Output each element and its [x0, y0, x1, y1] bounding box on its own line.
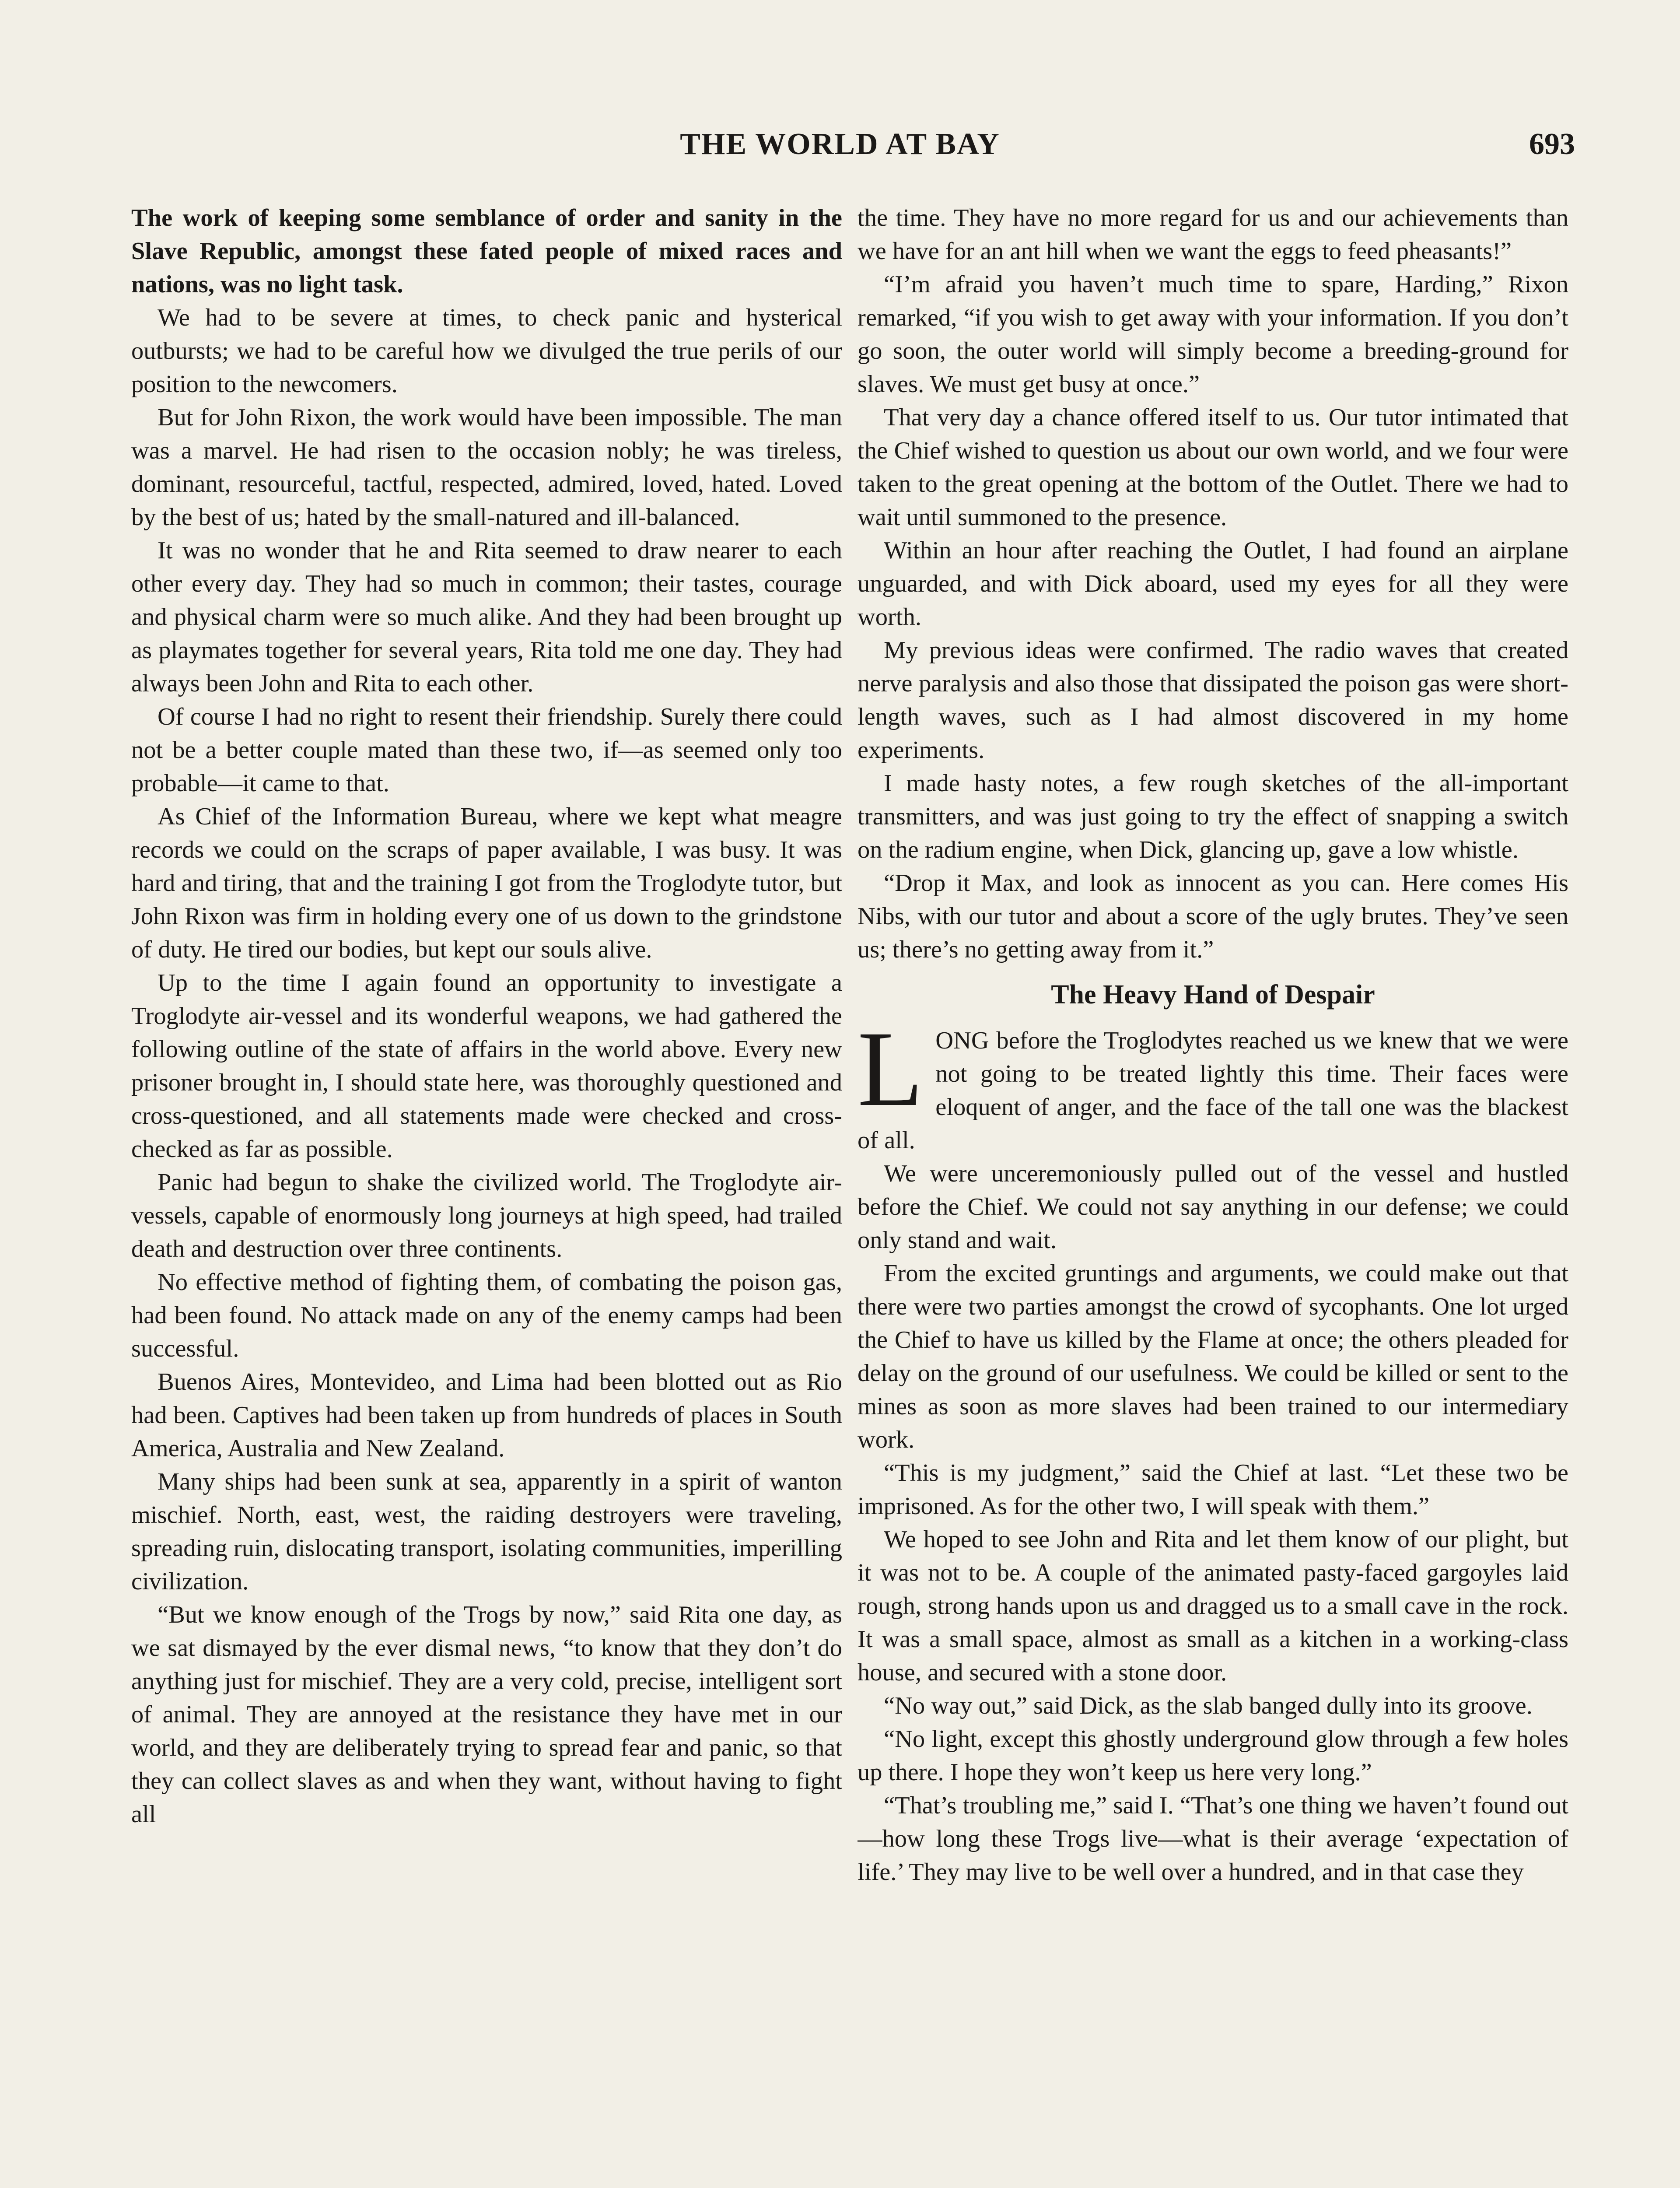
right-column: [858, 201, 1568, 2188]
paragraph: “No way out,” said Dick, as the slab banged dully into its groove.: [884, 1692, 1533, 1719]
running-title: THE WORLD AT BAY: [680, 127, 1000, 161]
paragraph: From the excited gruntings and arguments, we could make out that there were two parties amongst the crowd of sycophants. One lot urged the Chief to have us killed by the Flame at once; the others pleaded for delay on the ground of our usefulness. We could be killed or sent to the mines as soon as more slaves had been trained to our intermediary work.: [858, 1260, 1568, 1453]
paragraph: As Chief of the Information Bureau, where we kept what meagre records we could on the scraps of paper available, I was busy. It was hard and tiring, that and the training I got from the Troglodyte tutor, but John Rixon was firm in holding every one of us down to the grindstone of duty. He tired our bodies, but kept our souls alive.: [131, 803, 842, 963]
running-head: [0, 127, 1680, 166]
paragraph: “I’m afraid you haven’t much time to spare, Harding,” Rixon remarked, “if you wish to get away with your information. If you don’t go soon, the outer world will simply become a breeding-ground for slaves. We must get busy at once.”: [858, 271, 1568, 398]
drop-cap: L: [858, 1010, 924, 1129]
paragraph: “Drop it Max, and look as innocent as you can. Here comes His Nibs, with our tutor and about a score of the ugly brutes. They’ve seen us; there’s no getting away from it.”: [858, 870, 1568, 963]
paragraph: “No light, except this ghostly underground glow through a few holes up there. I hope they won’t keep us here very long.”: [858, 1725, 1568, 1786]
paragraph: “That’s troubling me,” said I. “That’s one thing we haven’t found out—how long these Trogs live—what is their average ‘expectation of life.’ They may live to be well over a hundred, and in that case they: [858, 1792, 1568, 1886]
paragraph: “This is my judgment,” said the Chief at last. “Let these two be imprisoned. As for the other two, I will speak with them.”: [858, 1459, 1568, 1520]
paragraph: That very day a chance offered itself to us. Our tutor intimated that the Chief wished to question us about our own world, and we four were taken to the great opening at the bottom of the Outlet. There we had to wait until summoned to the presence.: [858, 404, 1568, 531]
drop-cap-paragraph: [858, 1010, 1568, 1157]
page-number: 693: [1529, 127, 1575, 161]
paragraph: I made hasty notes, a few rough sketches of the all-important transmitters, and was just going to try the effect of snapping a switch on the radium engine, when Dick, glancing up, gave a low whistle.: [858, 770, 1568, 863]
paragraph: We hoped to see John and Rita and let them know of our plight, but it was not to be. A couple of the animated pasty-faced gargoyles laid rough, strong hands upon us and dragged us to a small cave in the rock. It was a small space, almost as small as a kitchen in a working-class house, and secured with a stone door.: [858, 1526, 1568, 1686]
paragraph: the time. They have no more regard for us and our achievements than we have for an ant hill when we want the eggs to feed pheasants!”: [858, 204, 1568, 265]
left-column: [131, 201, 842, 2188]
paragraph: We had to be severe at times, to check panic and hysterical outbursts; we had to be careful how we divulged the true perils of our position to the newcomers.: [131, 304, 842, 398]
paragraph: Of course I had no right to resent their friendship. Surely there could not be a better couple mated than these two, if—as seemed only too probable—it came to that.: [131, 703, 842, 797]
paragraph: It was no wonder that he and Rita seemed to draw nearer to each other every day. They had so much in common; their tastes, courage and physical charm were so much alike. And they had been brought up as playmates together for several years, Rita told me one day. They had always been John and Rita to each other.: [131, 537, 842, 697]
paragraph: The work of keeping some semblance of order and sanity in the Slave Republic, amongst these fated people of mixed races and nations, was no light task.: [131, 204, 842, 298]
paragraph: We were unceremoniously pulled out of the vessel and hustled before the Chief. We could not say anything in our defense; we could only stand and wait.: [858, 1160, 1568, 1254]
paragraph: “But we know enough of the Trogs by now,” said Rita one day, as we sat dismayed by the ever dismal news, “to know that they don’t do anything just for mischief. They are a very cold, precise, intelligent sort of animal. They are annoyed at the resistance they have met in our world, and they are deliberately trying to spread fear and panic, so that they can collect slaves as and when they want, without having to fight all: [131, 1601, 842, 1828]
paragraph: Panic had begun to shake the civilized world. The Troglodyte air-vessels, capable of enormously long journeys at high speed, had trailed death and destruction over three continents.: [131, 1169, 842, 1262]
drop-cap-text: ONG before the Troglodytes reached us we knew that we were not going to be treated lightly this time. Their faces were eloquent of anger, and the face of the tall one was the blackest of all.: [858, 1027, 1568, 1154]
paragraph: My previous ideas were confirmed. The radio waves that created nerve paralysis and also those that dissipated the poison gas were short-length waves, such as I had almost discovered in my home experiments.: [858, 637, 1568, 764]
paragraph: Buenos Aires, Montevideo, and Lima had been blotted out as Rio had been. Captives had been taken up from hundreds of places in South America, Australia and New Zealand.: [131, 1368, 842, 1462]
paragraph: No effective method of fighting them, of combating the poison gas, had been found. No attack made on any of the enemy camps had been successful.: [131, 1269, 842, 1362]
paragraph: But for John Rixon, the work would have been impossible. The man was a marvel. He had risen to the occasion nobly; he was tireless, dominant, resourceful, tactful, respected, admired, loved, hated. Loved by the best of us; hated by the small-natured and ill-balanced.: [131, 404, 842, 531]
section-heading: The Heavy Hand of Despair: [1051, 980, 1375, 1010]
paragraph: Up to the time I again found an opportunity to investigate a Troglodyte air-vessel and its wonderful weapons, we had gathered the following outline of the state of affairs in the world above. Every new prisoner brought in, I should state here, was thoroughly questioned and cross-questioned, and all statements made were checked and cross-checked as far as possible.: [131, 969, 842, 1163]
paragraph: Within an hour after reaching the Outlet, I had found an airplane unguarded, and with Dick aboard, used my eyes for all they were worth.: [858, 537, 1568, 631]
paragraph: Many ships had been sunk at sea, apparently in a spirit of wanton mischief. North, east, west, the raiding destroyers were traveling, spreading ruin, dislocating transport, isolating communities, imperilling civilization.: [131, 1468, 842, 1595]
